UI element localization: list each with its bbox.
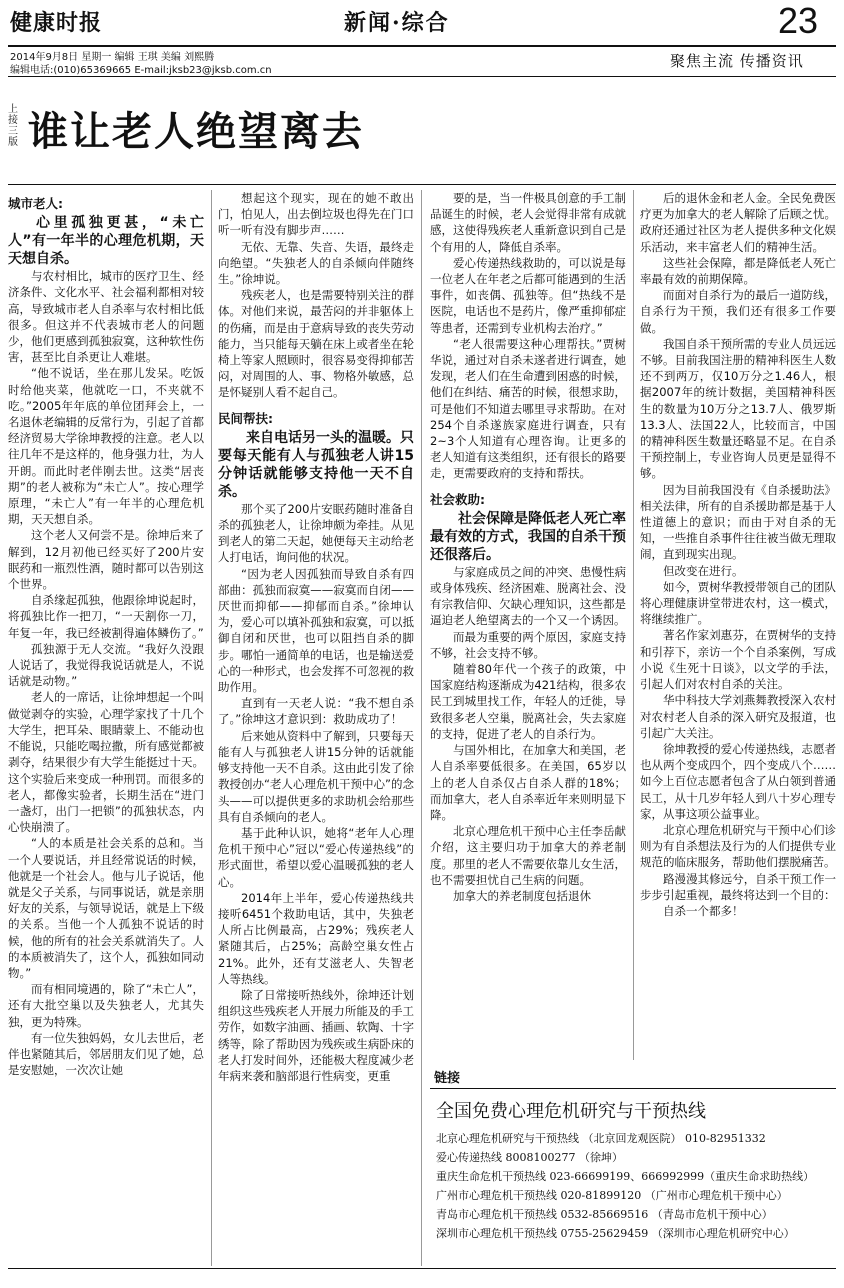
paragraph: 因为目前我国没有《自杀援助法》相关法律，所有的自杀援助都是基于人性道德上的意识；而由于对自杀的无知，一些推自杀事件往往被当做无理取闹，直到现实出现。 [640,482,836,562]
paragraph: 后来她从资料中了解到，只要每天能有人与孤独老人讲15分钟的话就能够支持他一天不自杀。这由此引发了徐教授创办“老人心理危机干预中心”的念头——可以提供更多的求助机会给那些具有自杀倾向的老人。 [218,728,414,824]
paragraph: “老人很需要这种心理帮扶。”贾树华说，通过对自杀未遂者进行调查，她发现，老人们在生命遭到困惑的时候，他们在纠结、痛苦的时候，很想求助，可是他们不知道去哪里寻求帮助。在对254个自杀遂族家庭进行调查，只有2~3个人知道有心理咨询。让更多的老人知道有这类组织，还有很长的路要走，更需要政府的支持和帮扶。 [430,336,626,481]
paragraph: 与家庭成员之间的冲突、患慢性病或身体残疾、经济困难、脱离社会、没有宗教信仰、欠缺心理知识，这些都是逼迫老人绝望离去的一个又一个诱因。 [430,564,626,628]
paragraph: 老人的一席话，让徐坤想起一个叫做觉剥夺的实验，心理学家找了十几个大学生，把耳朵、眼睛蒙上、不能动也不能说，只能吃喝拉撒，所有感觉都被剥夺，结果很少有大学生能挺过十天。这个实验后来变成一种刑罚。而很多的老人，都像实验者，长期生活在“进门一盏灯，出门一把锁”的孤独状态，内心快崩溃了。 [8,690,204,835]
continued-kicker: 上接三版 [8,104,18,148]
newspaper-logo: 健康时报 [10,10,103,36]
subhead-city: 城市老人: [8,196,63,211]
paragraph: 除了日常接听热线外，徐坤还计划组织这些残疾老人开展力所能及的手工劳作，如数字油画、插画、软陶、十字绣等，除了帮助因为残疾或生病卧床的老人打发时间外，还能极大程度减少老年病来袭和脑部退行性病变，更重 [218,987,414,1083]
article-column-4 [640,190,836,1060]
paragraph: 路漫漫其修远兮，自杀干预工作一步步引起重视，最终将达到一个目的： [640,871,836,902]
paragraph: 加拿大的养老制度包括退休 [453,888,591,903]
column-divider [633,190,634,1060]
paragraph: 爱心传递热线救助的，可以说是每一位老人在年老之后都可能遇到的生活事件，如丧偶、孤独等。但“热线不是医院，电话也不是药片，像严重抑郁症等患者，还需到专业机构去治疗。” [430,255,626,335]
paragraph: 自杀缘起孤独，他跟徐坤说起时，将孤独比作一把刀，“一天割你一刀，年复一年，我已经被割得遍体鳞伤了。” [8,593,204,640]
hotline-entry: 深圳市心理危机干预热线 0755-25629459 （深圳市心理危机研究中心） [436,1227,795,1240]
lead-social: 社会保障是降低老人死亡率最有效的方式，我国的自杀干预还很落后。 [430,510,626,563]
paragraph: 随着80年代一个孩子的政策，中国家庭结构逐渐成为421结构，很多农民工到城里找工作，年轻人的迁徙，导致很多老人空巢，脱离社会，失去家庭的支持，促进了老人的自杀行为。 [430,662,626,741]
paragraph: “人的本质是社会关系的总和。当一个人要说话，并且经常说话的时候，他就是一个社会人。他与儿子说话，他就是父子关系，与同事说话，就是亲朋好友的关系，与领导说话，就是上下级的关系。当他一个人孤独不说话的时候，他的所有的社会关系就消失了。人的本质被消失了，这个人，孤独如同动物。” [8,836,204,980]
paragraph: 而有相同境遇的，除了“未亡人”，还有大批空巢以及失独老人，尤其失独，更为特殊。 [8,982,204,1029]
paragraph: 北京心理危机研究与干预中心们诊则为有自杀想法及行为的人们提供专业规范的临床服务，帮助他们摆脱痛苦。 [640,822,836,870]
hotline-entry: 重庆生命危机干预热线 023-66699199、666992999（重庆生命求助热线） [436,1170,815,1183]
hotline-entry: 北京心理危机研究与干预热线 （北京回龙观医院） 010-82951332 [436,1132,766,1145]
lead-city: 心里孤独更甚，“未亡人”有一年半的心理危机期，天天想自杀。 [8,215,204,268]
footer-rule [8,1268,836,1269]
paragraph: 直到有一天老人说：“我不想自杀了。”徐坤这才意识到：救助成功了！ [218,696,414,727]
article-column-1 [8,190,204,1266]
column-2-body-a [218,190,414,401]
headline: 谁让老人绝望离去 [28,108,364,155]
subhead-civil: 民间帮扶: [218,410,273,426]
paragraph: 2014年上半年，爱心传递热线共接听6451个救助电话，其中，失独老人所占比例最高，占29%；残疾老人紧随其后，占25%；高龄空巢女性占21%。此外，还有艾滋老人、失智老人等热线。 [218,890,414,986]
column-1-body [8,268,204,1078]
paragraph: 徐坤教授的爱心传递热线，志愿者也从两个变成四个，四个变成八个……如今上百位志愿者包含了从白领到普通民工，从十几岁年轻人到八十岁心理专家，从事这项公益事业。 [640,741,836,821]
paragraph: 与农村相比，城市的医疗卫生、经济条件、文化水平、社会福利都相对较高，导致城市老人自杀率与农村相比低很多。但这并不代表城市老人的问题少，他们更感到孤独寂寞，这种软性伤害，甚至比自杀更让人难堪。 [8,269,204,365]
article-column-2 [218,190,414,1266]
paragraph: 我国自杀干预所需的专业人员远远不够。目前我国注册的精神科医生人数还不到两万，仅10万分之1.46人，根据2007年的统计数据，美国精神科医生的数量为10万分之13.7人、俄罗斯13.3人、法国22人，比较而言，中国的精神科医生数量还略显不足。在自杀干预控制上，专业咨询人员更是显得不够。 [640,336,836,481]
paragraph: 这些社会保障，都是降低老人死亡率最有效的前期保障。 [640,255,836,287]
hotline-entry: 广州市心理危机干预热线 020-81899120 （广州市心理危机干预中心） [436,1189,788,1202]
paragraph: 著名作家刘惠芬，在贾树华的支持和引荐下，亲访一个个自杀案例，写成小说《生死十日谈》，以文学的手法，引起人们对农村自杀的关注。 [640,628,836,692]
paragraph: 无依、无靠、失音、失语，最终走向绝望。“失独老人的自杀倾向伴随终生。”徐坤说。 [218,239,414,287]
paragraph: 如今，贾树华教授带领自己的团队将心理健康讲堂带进农村，这一模式，将继续推广。 [640,579,836,627]
section-title: 新闻·综合 [344,10,450,36]
paragraph: 想起这个现实，现在的她不敢出门，怕见人，出去倒垃圾也得先在门口听一听有没有脚步声…… [218,191,414,238]
masthead-rule [8,45,836,47]
hotline-list [430,1129,836,1243]
column-divider [421,190,422,1266]
paragraph: “因为老人因孤独而导致自杀有四部曲：孤独而寂寞——寂寞而自闭——厌世而抑郁——抑郁而自杀。”徐坤认为，爱心可以填补孤独和寂寞，可以抵御自闭和厌世，也可以阻挡自杀的脚步。哪怕一通简单的电话，也是输送爱心的一种形式，也会发挥不可忽视的救助作用。 [218,566,414,695]
hotline-entry: 爱心传递热线 8008100277 （徐坤） [436,1151,623,1164]
paragraph: 但改变在进行。 [663,563,744,578]
column-3-body-b [430,564,626,904]
paragraph: 华中科技大学刘燕舞教授深入农村对农村老人自杀的深入研究及报道，也引起广大关注。 [640,693,836,740]
hotline-sidebar [430,1065,836,1265]
date-line: 2014年9月8日 星期一 编辑 王琪 美编 刘熙腾 [10,52,215,63]
paragraph: 而最为重要的两个原因，家庭支持不够，社会支持不够。 [430,629,626,660]
paragraph: 基于此种认识，她将“老年人心理危机干预中心”冠以“爱心传递热线”的形式面世，希望以爱心温暖孤独的老人心。 [218,825,414,889]
contact-line: 编辑电话:(010)65369665 E-mail:jksb23@jksb.com.cn [10,65,272,76]
paragraph: “他不说话，坐在那儿发呆。吃饭时给他夹菜，他就吃一口，不夹就不吃。”2005年年底的单位团拜会上，一名退休老编辑的反常行为，引起了首都经济贸易大学徐坤教授的注意。老人以往几年不是这样的，他身强力壮，为人开朗。而此时老伴刚去世。这类“居丧期”的老人被称为“未亡人”。按心理学原理，“未亡人”有一年半的心理危机期，天天想自杀。 [8,366,204,527]
paragraph: 北京心理危机干预中心主任李岳献介绍，这主要归功于加拿大的养老制度。那里的老人不需要依靠儿女生活，也不需要担忧自己生病的问题。 [430,824,626,887]
column-3-body-a [430,190,626,482]
paragraph: 要的是，当一件极具创意的手工制品诞生的时候，老人会觉得非常有成就感，这使得残疾老人重新意识到自己是个有用的人，降低自杀率。 [430,191,626,254]
page-number: 23 [778,0,819,41]
paragraph: 这个老人又何尝不是。徐坤后来了解到，12月初他已经买好了200片安眠药和一瓶烈性酒，随时都可以告别这个世界。 [8,528,204,592]
sidebar-title: 全国免费心理危机研究与干预热线 [436,1101,706,1122]
masthead [0,0,844,46]
slogan: 聚焦主流 传播资讯 [670,52,804,70]
column-4-body [640,190,836,919]
lead-civil: 来自电话另一头的温暖。只要每天能有人与孤独老人讲15分钟话就能够支持他一天不自杀。 [218,429,414,500]
sidebar-label: 链接 [430,1065,836,1089]
subhead-social: 社会救助: [430,491,485,507]
paragraph: 而面对自杀行为的最后一道防线，自杀行为干预，我们还有很多工作要做。 [640,288,836,335]
column-divider [211,190,212,1266]
paragraph: 残疾老人，也是需要特别关注的群体。对他们来说，最苦闷的并非躯体上的伤痛，而是由于意病导致的丧失劳动能力，当只能每天躺在床上或者坐在轮椅上等家人照顾时，很容易变得抑郁苦闷，对周围的人、事、物格外敏感，总是怀疑别人看不起自己。 [218,288,414,400]
header-rule [8,76,836,77]
paragraph: 后的退休金和老人金。全民免费医疗更为加拿大的老人解除了后顾之忧。政府还通过社区为老人提供多种文化娱乐活动，来丰富老人们的精神生活。 [640,191,836,254]
paragraph: 自杀一个都多！ [663,903,744,918]
paragraph: 与国外相比，在加拿大和美国，老人自杀率要低很多。在美国，65岁以上的老人自杀仅占自杀人群的18%；而加拿大，老人自杀率近年来则明显下降。 [430,743,626,822]
headline-rule [8,184,836,185]
hotline-entry: 青岛市心理危机干预热线 0532-85669516 （青岛市危机干预中心） [436,1208,773,1221]
column-2-body-b [218,501,414,1084]
paragraph: 那个买了200片安眠药随时准备自杀的孤独老人，让徐坤颇为牵挂。从见到老人的第二天起，她便每天主动给老人打电话，询问他的状况。 [218,501,414,565]
paragraph: 有一位失独妈妈，女儿去世后，老伴也紧随其后，邻居朋友们见了她，总是安慰她，一次次让她 [8,1030,204,1078]
article-column-3 [430,190,626,1060]
paragraph: 孤独源于无人交流。“我好久没跟人说话了，我觉得我说话就是人，不说话就是动物。” [8,641,204,689]
